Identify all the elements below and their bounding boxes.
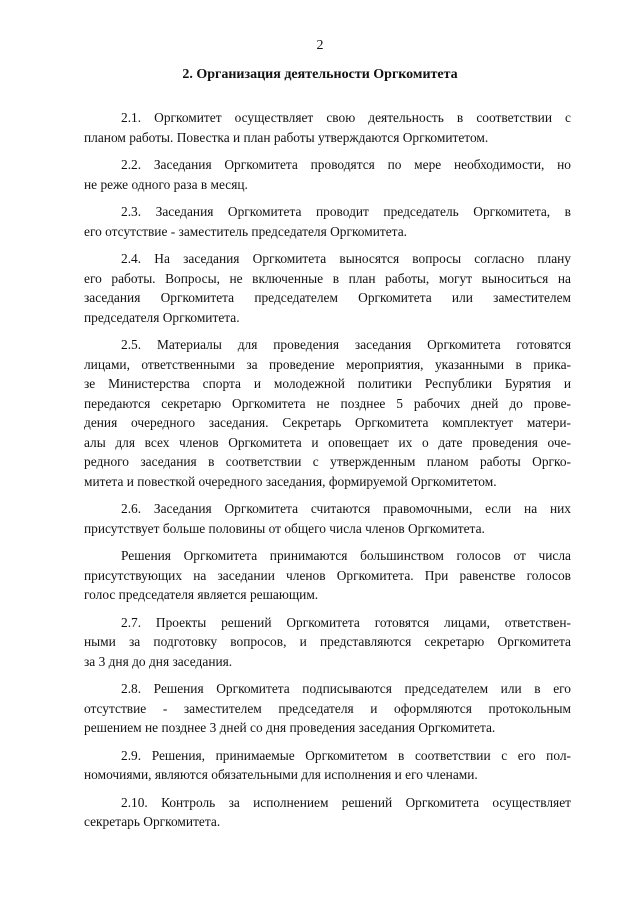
paragraph-2-5: [84, 335, 571, 491]
paragraph-line: 2.7. Проекты решений Оргкомитета готовятся лицами, ответствен-: [121, 614, 571, 630]
paragraph-line: 2.5. Материалы для проведения заседания Оргкомитета готовятся: [121, 337, 571, 352]
paragraph-line: присутствует больше половины от общего числа членов Оргкомитета.: [84, 520, 485, 536]
paragraph-2-1: [84, 108, 571, 147]
paragraph-line: голос председателя является решающим.: [84, 587, 319, 602]
paragraph-line: алы для всех членов Оргкомитета и оповещает их о дате проведения оче-: [84, 434, 571, 450]
paragraph-line: передаются секретарю Оргкомитета не позднее 5 рабочих дней до прове-: [84, 395, 571, 411]
paragraph-line: зе Министерства спорта и молодежной политики Республики Бурятия и: [84, 376, 571, 391]
paragraph-line: решением не позднее 3 дней со дня проведения заседания Оргкомитета.: [84, 720, 496, 735]
paragraph-2-7: [84, 613, 571, 672]
paragraph-line: отсутствие - заместителем председателя и оформляются протокольным: [84, 700, 571, 716]
document-body: [84, 108, 571, 840]
paragraph-line: председателя Оргкомитета.: [84, 309, 240, 325]
paragraph-line: 2.8. Решения Оргкомитета подписываются председателем или в его: [121, 681, 571, 696]
paragraph-line: номочиями, являются обязательными для исполнения и его членами.: [84, 767, 478, 782]
paragraph-line: заседания Оргкомитета председателем Оргкомитета или заместителем: [84, 290, 571, 305]
page-number: 2: [316, 38, 324, 53]
paragraph-line: митета и повесткой очередного заседания, формируемой Оргкомитетом.: [84, 473, 497, 489]
paragraph-line: 2.3. Заседания Оргкомитета проводит председатель Оргкомитета, в: [121, 204, 571, 219]
section-title: 2. Организация деятельности Оргкомитета: [182, 67, 458, 82]
paragraph-2-6: [84, 499, 571, 538]
paragraph-line: 2.4. На заседания Оргкомитета выносятся вопросы согласно плану: [121, 251, 571, 266]
paragraph-line: 2.9. Решения, принимаемые Оргкомитетом в соответствии с его пол-: [121, 747, 571, 763]
paragraph-line: планом работы. Повестка и план работы утверждаются Оргкомитетом.: [84, 129, 489, 145]
paragraph-line: его работы. Вопросы, не включенные в план работы, могут выноситься на: [84, 270, 571, 286]
paragraph-line: не реже одного раза в месяц.: [84, 176, 248, 192]
paragraph-line: 2.2. Заседания Оргкомитета проводятся по мере необходимости, но: [121, 157, 571, 172]
paragraph-line: Решения Оргкомитета принимаются большинством голосов от числа: [121, 548, 571, 563]
paragraph-line: секретарь Оргкомитета.: [84, 814, 221, 829]
paragraph-2-4: [84, 249, 571, 327]
paragraph-line: за 3 дня до дня заседания.: [84, 653, 233, 669]
paragraph-line: редного заседания в соответствии с утвержденным планом работы Оргко-: [84, 454, 571, 469]
paragraph-line: 2.1. Оргкомитет осуществляет свою деятельность в соответствии с: [121, 110, 571, 125]
paragraph-line: 2.10. Контроль за исполнением решений Оргкомитета осуществляет: [121, 794, 571, 810]
paragraph-2-3: [84, 202, 571, 241]
paragraph-2-8: [84, 679, 571, 738]
paragraph-line: дения очередного заседания. Секретарь Оргкомитета комплектует матери-: [84, 415, 571, 430]
paragraph-line: 2.6. Заседания Оргкомитета считаются правомочными, если на них: [121, 501, 571, 516]
paragraph-line: присутствующих на заседании членов Оргкомитета. При равенстве голосов: [84, 567, 571, 583]
paragraph-line: ными за подготовку вопросов, и представляются секретарю Оргкомитета: [84, 634, 571, 649]
paragraph-2-10: [84, 793, 571, 832]
paragraph-line: его отсутствие - заместитель председателя Оргкомитета.: [84, 223, 407, 239]
paragraph-line: лицами, ответственными за проведение мероприятия, указанными в прика-: [84, 356, 571, 372]
paragraph-decisions: [84, 546, 571, 605]
paragraph-2-2: [84, 155, 571, 194]
paragraph-2-9: [84, 746, 571, 785]
